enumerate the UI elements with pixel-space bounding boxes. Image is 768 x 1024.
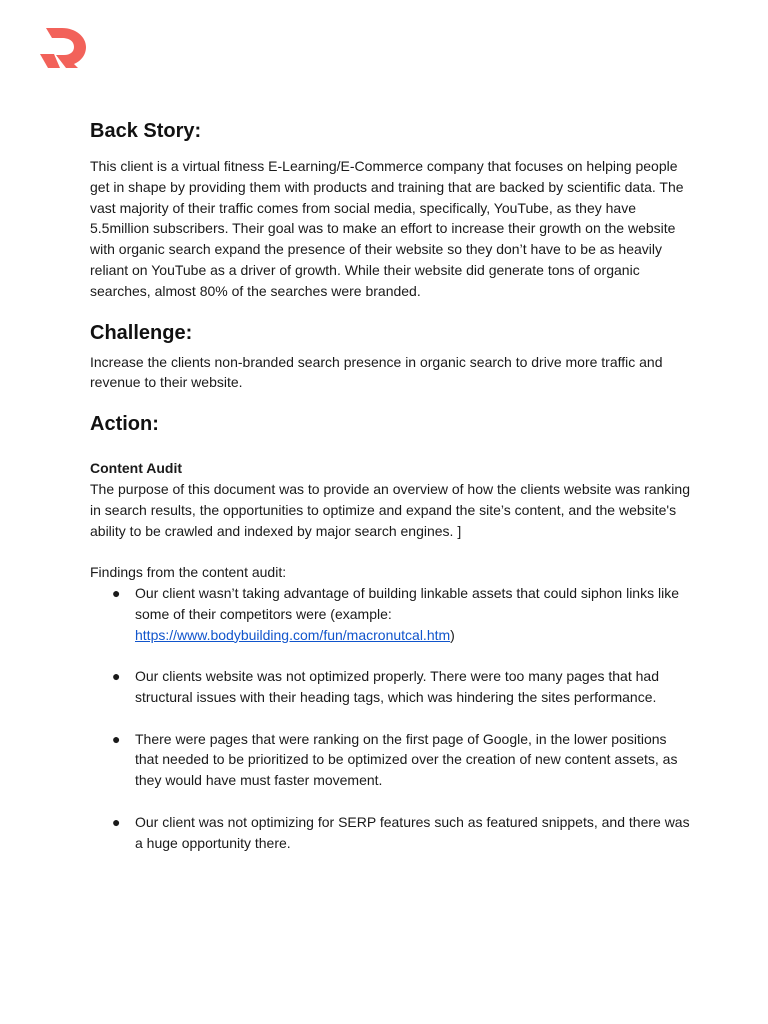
back-story-heading: Back Story: [90,120,202,142]
findings-intro: Findings from the content audit: [90,564,287,581]
content-audit-heading: Content Audit [90,460,183,477]
finding-text: Our clients website was not optimized properly. There were too many pages that had structural issues with their heading tags, which was hindering the sites performance. [135,668,659,705]
content-audit-paragraph: The purpose of this document was to provide an overview of how the clients website was ranking in search results, the opportunities to optimize and expand the site’s content, and the website's ability to be crawled and indexed by major search engines. ] [90,480,690,539]
bullet-icon: ● [112,668,121,685]
list-item [90,666,690,708]
action-heading: Action: [90,413,159,436]
challenge-paragraph: Increase the clients non-branded search presence in organic search to drive more traffic and revenue to their website. [90,353,663,391]
document-body [90,114,690,874]
findings-list [90,583,690,853]
finding-text: Our client was not optimizing for SERP features such as featured snippets, and there was a huge opportunity there. [135,813,690,851]
brand-logo-icon [38,24,88,68]
finding-text: There were pages that were ranking on the first page of Google, in the lower positions that needed to be prioritized to be optimized over the creation of new content assets, as they would have must faster movement. [135,730,678,789]
bullet-icon: ● [112,584,121,601]
list-item [90,729,690,791]
list-item [90,583,690,645]
example-link[interactable]: https://www.bodybuilding.com/fun/macronutcal.htm [135,626,451,643]
finding-text-suffix: ) [450,626,455,643]
bullet-icon: ● [112,813,121,830]
blank-line [90,541,690,562]
finding-text: Our client wasn’t taking advantage of building linkable assets that could siphon links like some of their competitors were (example: [135,584,679,622]
back-story-paragraph: This client is a virtual fitness E-Learning/E-Commerce company that focuses on helping people get in shape by providing them with products and training that are backed by scientific data. The vast majority of their traffic comes from social media, specifically, YouTube, as they have 5.5million subscribers. Their goal was to make an effort to increase their growth on the website with organic search expand the presence of their website so they don’t have to be as heavily reliant on YouTube as a driver of growth. While their website did generate tons of organic searches, almost 80% of the searches were branded. [90,158,684,299]
list-item [90,812,690,854]
bullet-icon: ● [112,730,121,747]
challenge-heading: Challenge: [90,321,193,344]
